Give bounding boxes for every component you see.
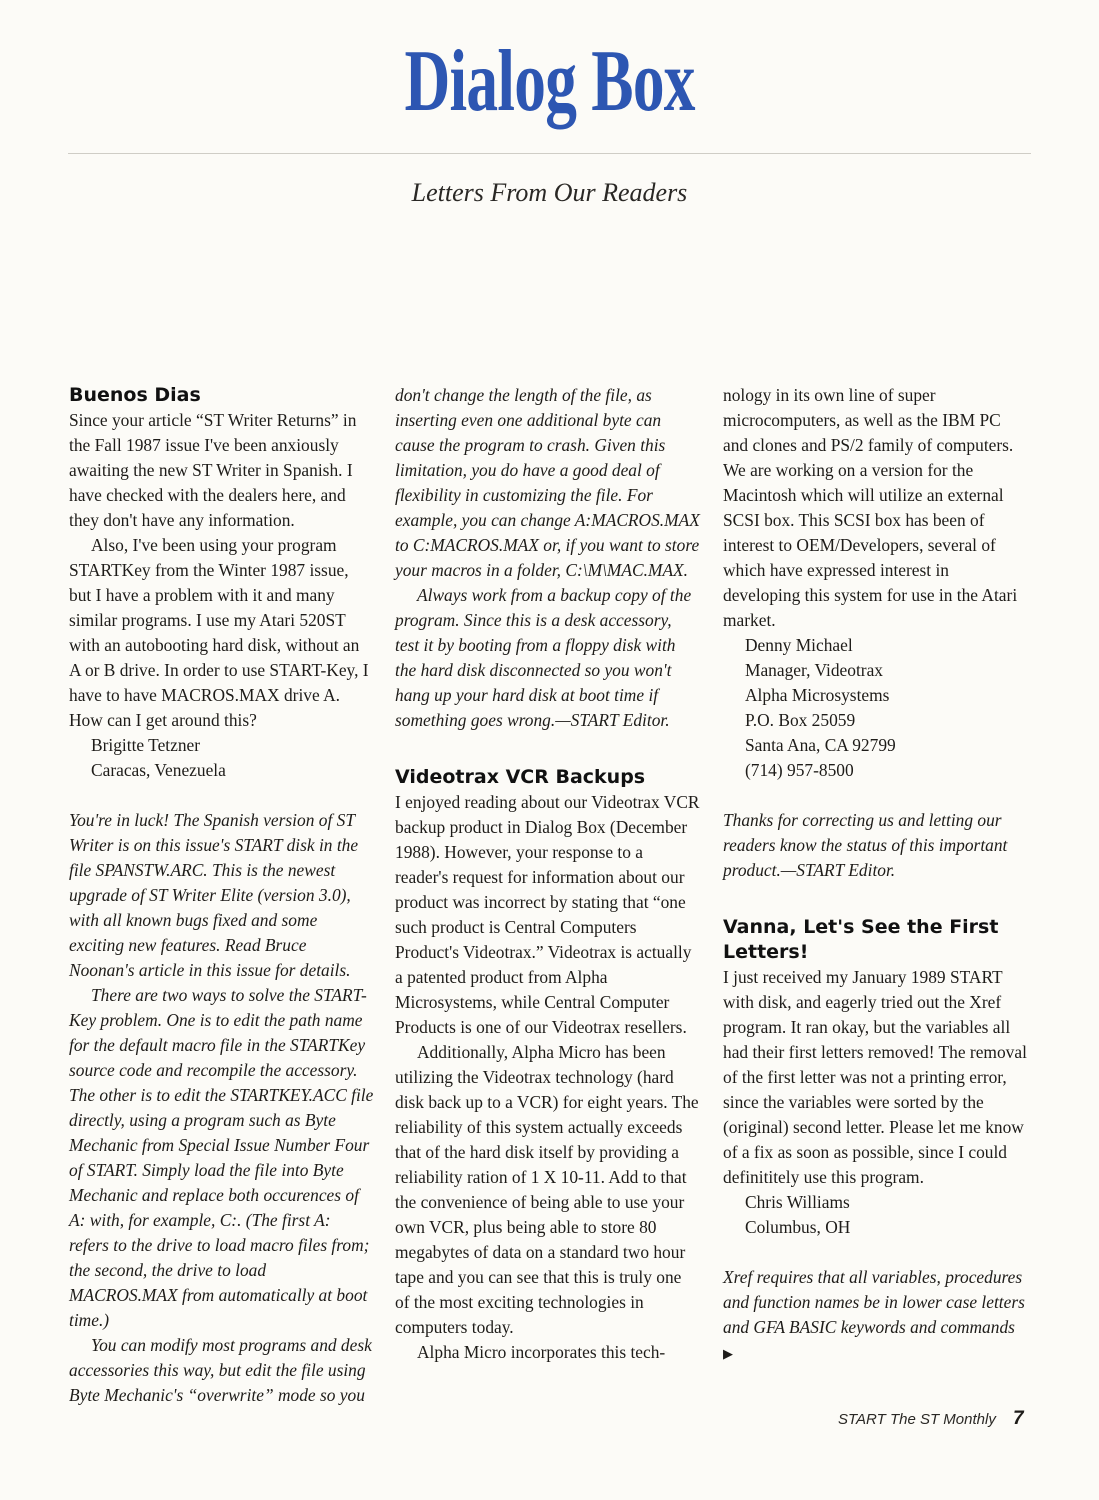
letter-signature-title: Manager, Videotrax bbox=[745, 660, 883, 680]
editor-reply-paragraph bbox=[723, 1265, 1028, 1366]
editor-reply-text: Xref requires that all variables, procedures and function names be in lower case letters and GFA BASIC keywords and commands bbox=[723, 1267, 1025, 1337]
letter-paragraph: Additionally, Alpha Micro has been utilizing the Videotrax technology (hard disk back up to a VCR) for eight years. The reliability of this system actually exceeds that of the hard disk itself by providing a reliability ration of 1 X 10-11. Add to that the convenience of being able to use your own VCR, plus being able to store 80 megabytes of data on a standard two hour tape and you can see that this is truly one of the most exciting technologies in computers today. bbox=[395, 1042, 699, 1337]
column-1 bbox=[69, 383, 374, 1408]
letter-signature-location: Columbus, OH bbox=[745, 1217, 851, 1237]
editor-reply-paragraph: Thanks for correcting us and letting our readers know the status of this important product.—START Editor. bbox=[723, 810, 1008, 880]
editor-reply-paragraph: Always work from a backup copy of the program. Since this is a desk accessory, test it by booting from a floppy disk with the hard disk disconnected so you won't hang up your hard disk at boot time if something goes wrong.—START Editor. bbox=[395, 585, 692, 730]
letter-heading-videotrax: Videotrax VCR Backups bbox=[395, 766, 646, 788]
letter-paragraph: Also, I've been using your program STARTKey from the Winter 1987 issue, but I have a problem with it and many similar programs. I use my Atari 520ST with an autobooting hard disk, without an A or B drive. In order to use START-Key, I have to have MACROS.MAX drive A. How can I get around this? bbox=[69, 535, 369, 730]
letter-signature-city: Santa Ana, CA 92799 bbox=[745, 735, 896, 755]
editor-reply-paragraph: There are two ways to solve the START-Key problem. One is to edit the path name for the default macro file in the STARTKey source code and recompile the accessory. The other is to edit the STARTKEY.ACC file directly, using a program such as Byte Mechanic from Special Issue Number Four of START. Simply load the file into Byte Mechanic and replace both occurences of A: with, for example, C:. (The first A: refers to the drive to load macro files from; the second, the drive to load MACROS.MAX from automatically at boot time.) bbox=[69, 985, 374, 1330]
letter-paragraph: Alpha Micro incorporates this tech- bbox=[417, 1342, 666, 1362]
letter-signature-address: P.O. Box 25059 bbox=[745, 710, 856, 730]
continued-arrow-icon: ▶ bbox=[723, 1346, 733, 1361]
editor-reply-paragraph: don't change the length of the file, as inserting even one additional byte can cause the program to crash. Given this limitation, you do have a good deal of flexibility in customizing the file. For example, you can change A:MACROS.MAX to C:MACROS.MAX or, if you want to store your macros in a folder, C:\M\MAC.MAX. bbox=[395, 385, 700, 580]
letter-signature-phone: (714) 957-8500 bbox=[745, 760, 854, 780]
letter-paragraph: I just received my January 1989 START with disk, and eagerly tried out the Xref program. It ran okay, but the variables all had their first letters removed! The removal of the first letter was not a printing error, since the variables were sorted by the (original) second letter. Please let me know of a fix as soon as possible, since I could definititely use this program. bbox=[723, 967, 1027, 1187]
letter-paragraph: nology in its own line of super microcomputers, as well as the IBM PC and clones and PS/2 family of computers. We are working on a version for the Macintosh which will utilize an external SCSI box. This SCSI box has been of interest to OEM/Developers, several of which have expressed interest in developing this system for use in the Atari market. bbox=[723, 385, 1018, 630]
footer-magazine-name: START The ST Monthly bbox=[838, 1411, 996, 1428]
column-3 bbox=[723, 383, 1028, 1366]
editor-reply-paragraph: You're in luck! The Spanish version of ST Writer is on this issue's START disk in the file SPANSTW.ARC. This is the newest upgrade of ST Writer Elite (version 3.0), with all known bugs fixed and some exciting new features. Read Bruce Noonan's article in this issue for details. bbox=[69, 810, 359, 980]
letter-signature-name: Chris Williams bbox=[745, 1192, 850, 1212]
page-title: Dialog Box bbox=[404, 33, 695, 130]
letter-signature-name: Brigitte Tetzner bbox=[91, 735, 201, 755]
letter-heading-vanna: Vanna, Let's See the First Letters! bbox=[723, 916, 999, 963]
header-divider bbox=[68, 153, 1031, 154]
letter-paragraph: I enjoyed reading about our Videotrax VCR backup product in Dialog Box (December 1988). However, your response to a reader's request for information about our product was incorrect by stating that “one such product is Central Computers Product's Videotrax.” Videotrax is actually a patented product from Alpha Microsystems, while Central Computer Products is one of our Videotrax resellers. bbox=[395, 792, 700, 1037]
editor-reply-paragraph: You can modify most programs and desk accessories this way, but edit the file using Byte Mechanic's “overwrite” mode so you bbox=[69, 1335, 372, 1405]
letter-signature-company: Alpha Microsystems bbox=[745, 685, 890, 705]
letter-signature-name: Denny Michael bbox=[745, 635, 853, 655]
letter-paragraph: Since your article “ST Writer Returns” in the Fall 1987 issue I've been anxiously awaiting the new ST Writer in Spanish. I have checked with the dealers here, and they don't have any information. bbox=[69, 410, 357, 530]
letter-signature-location: Caracas, Venezuela bbox=[91, 760, 226, 780]
column-2 bbox=[395, 383, 700, 1365]
page-number: 7 bbox=[1013, 1408, 1024, 1429]
page-subtitle: Letters From Our Readers bbox=[411, 178, 688, 207]
letter-heading-buenos-dias: Buenos Dias bbox=[69, 384, 201, 406]
